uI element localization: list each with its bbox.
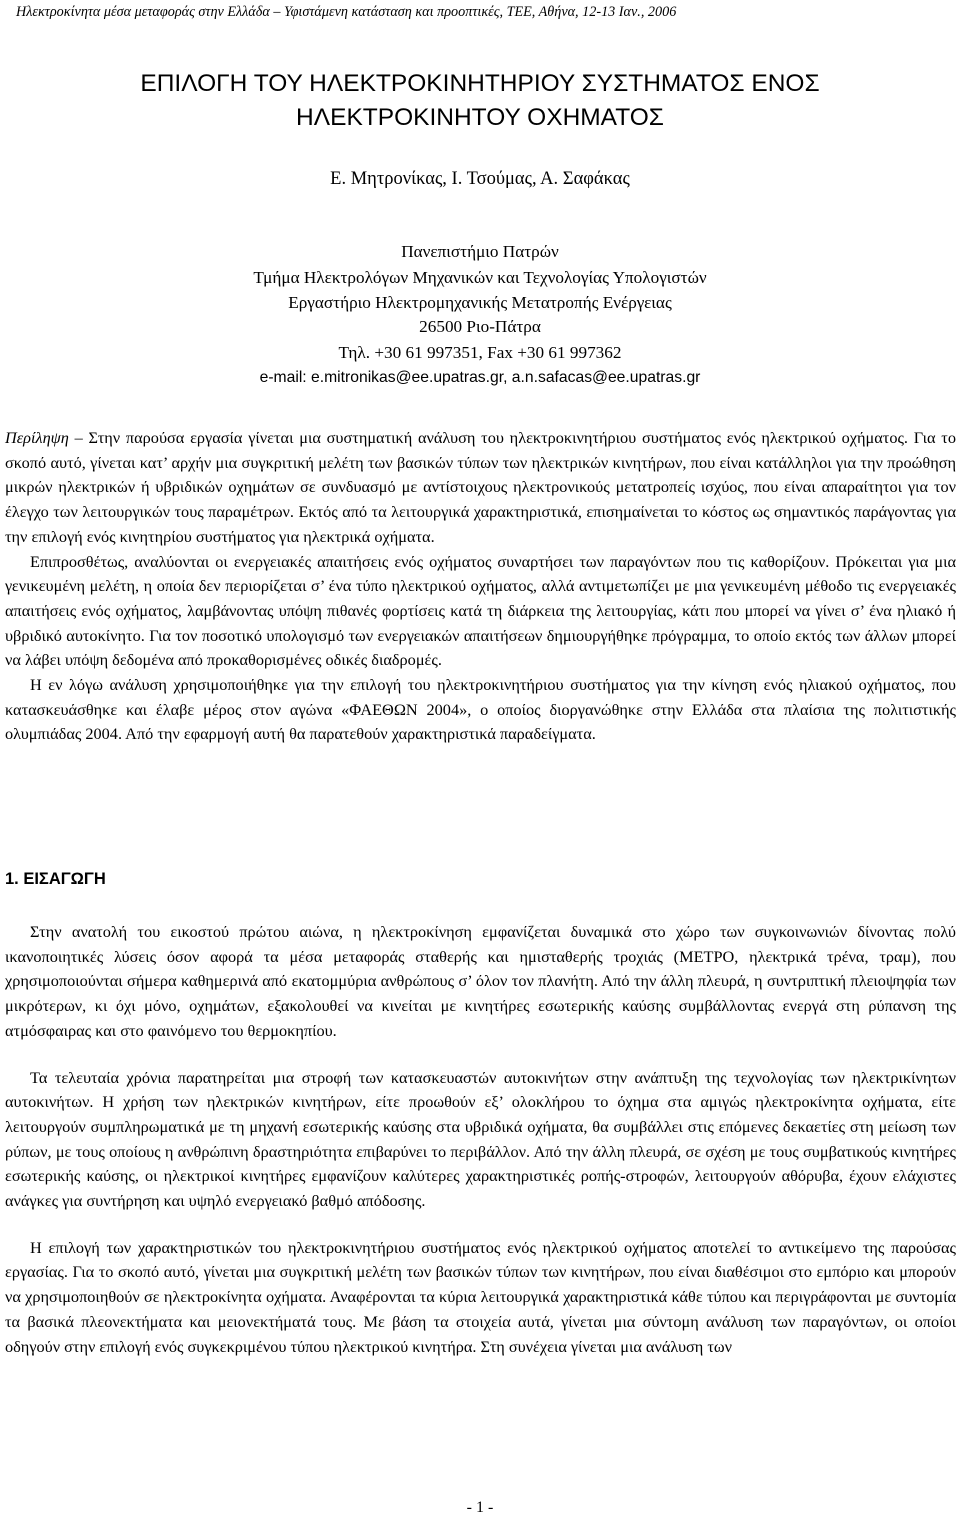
abstract-paragraph-2: Επιπροσθέτως, αναλύονται οι ενεργειακές απαιτήσεις ενός οχήματος συναρτήσει των παραγόντων που τις καθορίζουν. Πρόκειται για μια γενικευμένη μελέτη, η οποία δεν περιορίζεται σ’ ένα τύπο ηλεκτρικού οχήματος, αλλά αντιμετωπίζει με μια γενικευμένη μέθοδο τις ενεργειακές απαιτήσεις ενός οχήματος, λαμβάνοντας υπόψη πιθανές φορτίσεις κατά τη διάρκεια της λειτουργίας, κάτι που μπορεί να γίνει σ’ ένα ηλιακό ή υβριδικό αυτοκίνητο. Για τον ποσοτικό υπολογισμό των ενεργειακών απαιτήσεων δημιουργήθηκε πρόγραμμα, το οποίο εκτός των άλλων μπορεί να λάβει υπόψη δεδομένα από προκαθορισμένες οδικές διαδρομές. xyxy=(5,551,956,670)
section-heading-introduction: 1. ΕΙΣΑΓΩΓΗ xyxy=(5,870,106,888)
affiliation-university: Πανεπιστήμιο Πατρών xyxy=(401,242,559,261)
abstract-paragraph-1: Περίληψη – Στην παρούσα εργασία γίνεται μια συστηματική ανάλυση του ηλεκτροκινητήριου συστήματος ενός ηλεκτρικού οχήματος. Για το σκοπό αυτό, γίνεται κατ’ αρχήν μια συγκριτική μελέτη των βασικών τύπων των ηλεκτρικών κινητήρων, που είναι κατάλληλοι για την προώθηση μικρών ηλεκτρικών ή υβριδικών οχημάτων σε συνδυασμό με αντίστοιχους ηλεκτρονικούς μετατροπείς ισχύος, που είναι απαραίτητοι για τον έλεγχο των λειτουργικών τους παραμέτρων. Εκτός από τα λειτουργικά χαρακτηριστικά, επισημαίνεται το κόστος ως σημαντικός παράγοντας για την επιλογή ενός κινητηρίου συστήματος για ηλεκτρικά οχήματα. xyxy=(5,428,956,546)
contact-phone: Τηλ. +30 61 997351, Fax +30 61 997362 xyxy=(338,343,622,362)
contact-email: e-mail: e.mitronikas@ee.upatras.gr, a.n.safacas@ee.upatras.gr xyxy=(259,369,701,386)
paper-title-line-1: ΕΠΙΛΟΓΗ ΤΟΥ ΗΛΕΚΤΡΟΚΙΝΗΤΗΡΙΟΥ ΣΥΣΤΗΜΑΤΟΣ ΕΝΟΣ xyxy=(140,70,820,97)
paragraph-spacer xyxy=(5,1214,956,1236)
introduction-body xyxy=(5,920,956,1359)
paragraph-spacer xyxy=(5,1044,956,1066)
paper-title-line-2: ΗΛΕΚΤΡΟΚΙΝΗΤΟΥ ΟΧΗΜΑΤΟΣ xyxy=(296,104,664,131)
running-head: Ηλεκτροκίνητα μέσα μεταφοράς στην Ελλάδα – Υφιστάμενη κατάσταση και προοπτικές, ΤΕΕ, Αθήνα, 12-13 Ιαν., 2006 xyxy=(16,4,677,20)
abstract-paragraph-3: Η εν λόγω ανάλυση χρησιμοποιήθηκε για την επιλογή του ηλεκτροκινητήριου συστήματος για την κίνηση ενός ηλιακού οχήματος, που κατασκευάσθηκε και έλαβε μέρος στον αγώνα «ΦΑΕΘΩΝ 2004», ο οποίος διοργανώθηκε στην Ελλάδα στα πλαίσια της πολιτιστικής ολυμπιάδας 2004. Από την εφαρμογή αυτή θα παρατεθούν χαρακτηριστικά παραδείγματα. xyxy=(5,675,956,744)
authors: Ε. Μητρονίκας, Ι. Τσούμας, Α. Σαφάκας xyxy=(330,169,630,189)
abstract xyxy=(5,426,956,747)
affiliation-lab: Εργαστήριο Ηλεκτρομηχανικής Μετατροπής Ενέργειας xyxy=(288,293,672,312)
intro-paragraph-2: Τα τελευταία χρόνια παρατηρείται μια στροφή των κατασκευαστών αυτοκινήτων στην ανάπτυξη της τεχνολογίας των ηλεκτρικίνητων αυτοκινήτων. Η χρήση των ηλεκτρικών κινητήρων, είτε προωθούν εξ’ ολοκλήρου το όχημα στα αμιγώς ηλεκτροκίνητα οχήματα, είτε λειτουργούν συμπληρωματικά με τη μηχανή εσωτερικής καύσης στα υβριδικά οχήματα, θα συμβάλλει στις επόμενες δεκαετίες στη μείωση των ρύπων, με τους οποίους η ανθρώπινη δραστηριότητα επιβαρύνει το περιβάλλον. Από την άλλη πλευρά, σε σχέση με τους συμβατικούς κινητήρες εσωτερικής καύσης, οι ηλεκτρικοί κινητήρες εμφανίζουν καλύτερες χαρακτηριστικές ροπής-στροφών, λειτουργούν αθόρυβα, έχουν ελάχιστες ανάγκες για συντήρηση και υψηλό ενεργειακό βαθμό απόδοσης. xyxy=(5,1067,956,1211)
affiliation-address: 26500 Ριο-Πάτρα xyxy=(419,317,541,336)
abstract-text-1: Στην παρούσα εργασία γίνεται μια συστηματική ανάλυση του ηλεκτροκινητήριου συστήματος ενός ηλεκτρικού οχήματος. Για το σκοπό αυτό, γίνεται κατ’ αρχήν μια συγκριτική μελέτη των βασικών τύπων των ηλεκτρικών κινητήρων, που είναι κατάλληλοι για την προώθηση μικρών ηλεκτρικών ή υβριδικών οχημάτων σε συνδυασμό με αντίστοιχους ηλεκτρονικούς μετατροπείς ισχύος, που είναι απαραίτητοι για τον έλεγχο των λειτουργικών τους παραμέτρων. Εκτός από τα λειτουργικά χαρακτηριστικά, επισημαίνεται το κόστος ως σημαντικός παράγοντας για την επιλογή ενός κινητηρίου συστήματος για ηλεκτρικά οχήματα. xyxy=(5,428,956,546)
abstract-label: Περίληψη xyxy=(5,428,69,447)
intro-paragraph-1: Στην ανατολή του εικοστού πρώτου αιώνα, η ηλεκτροκίνηση εμφανίζεται δυναμικά στο χώρο των συγκοινωνιών δίνοντας πολύ ικανοποιητικές λύσεις όσον αφορά τα μέσα μεταφοράς σταθερής και ημισταθερής τροχιάς (ΜΕΤΡΟ, ηλεκτρικά τρένα, τραμ), που χρησιμοποιούνται σήμερα καθημερινά από εκατομμύρια ανθρώπους σ’ όλον τον πλανήτη. Από την άλλη πλευρά, η συντριπτική πλειοψηφία των μικρότερων, κι όχι μόνο, οχημάτων, εξακολουθεί να κινείται με κινητήρες εσωτερικής καύσης συμβάλλοντας ενεργά στη ρύπανση της ατμόσφαιρας και στο φαινόμενο του θερμοκηπίου. xyxy=(5,922,956,1040)
page-number: - 1 - xyxy=(466,1499,494,1516)
intro-paragraph-3: Η επιλογή των χαρακτηριστικών του ηλεκτροκινητήριου συστήματος ενός ηλεκτρικού οχήματος αποτελεί το αντικείμενο της παρούσας εργασίας. Για το σκοπό αυτό, γίνεται μια συγκριτική μελέτη των βασικών τύπων των κινητήρων, που είναι διαθέσιμοι στο εμπόριο και μπορούν να χρησιμοποιηθούν σε ηλεκτροκίνητα οχήματα. Αναφέρονται τα κύρια λειτουργικά χαρακτηριστικά κάθε τύπου και περιγράφονται με συντομία τα βασικά πλεονεκτήματα και μειονεκτήματά τους. Με βάση τα στοιχεία αυτά, γίνεται μια σύντομη ανάλυση των παραγόντων, οι οποίοι οδηγούν στην επιλογή ενός συγκεκριμένου τύπου ηλεκτρικού κινητήρα. Στη συνέχεια γίνεται μια ανάλυση των xyxy=(5,1237,956,1356)
affiliation-department: Τμήμα Ηλεκτρολόγων Μηχανικών και Τεχνολογίας Υπολογιστών xyxy=(253,268,707,287)
